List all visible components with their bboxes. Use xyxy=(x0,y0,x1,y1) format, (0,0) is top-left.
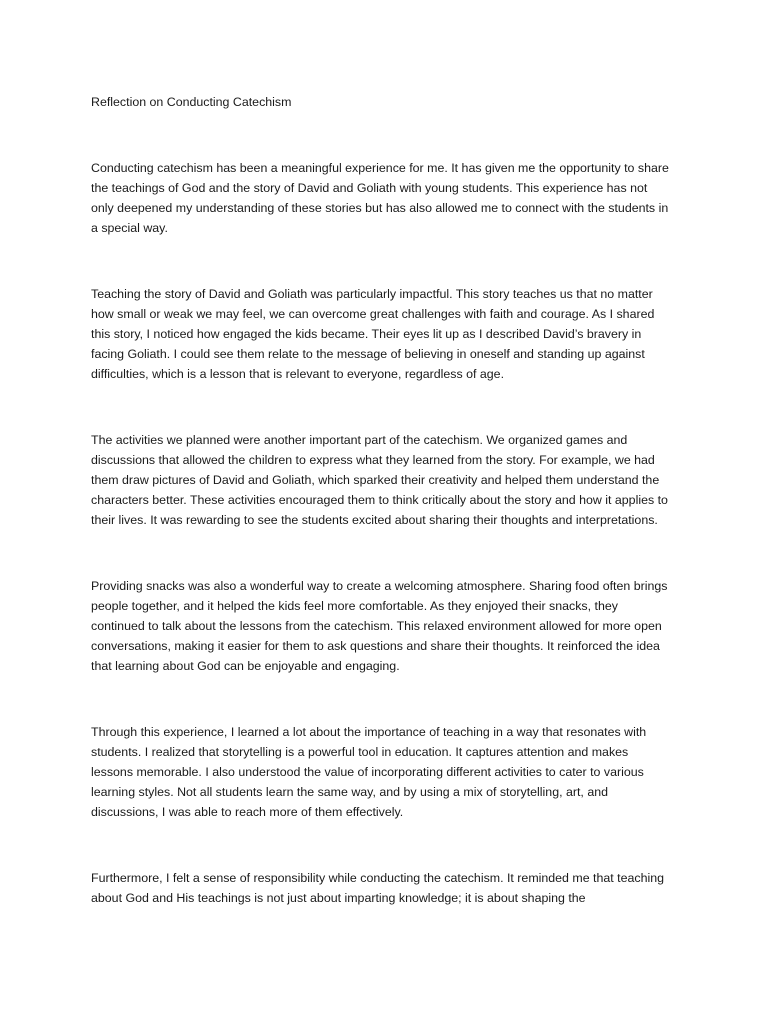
paragraph-lessons-learned: Through this experience, I learned a lot about the importance of teaching in a way that resonates with students. I realized that storytelling is a powerful tool in education. It captures attention and makes lessons memorable. I also understood the value of incorporating different activities to cater to various learning styles. Not all students learn the same way, and by using a mix of storytelling, art, and discussions, I was able to reach more of them effectively. xyxy=(91,725,647,819)
paragraph-intro: Conducting catechism has been a meaningful experience for me. It has given me the opportunity to share the teachings of God and the story of David and Goliath with young students. This experience has not only deepened my understanding of these stories but has also allowed me to connect with the students in a special way. xyxy=(91,161,669,235)
document-title: Reflection on Conducting Catechism xyxy=(91,95,292,109)
paragraph-activities: The activities we planned were another important part of the catechism. We organized games and discussions that allowed the children to express what they learned from the story. For example, we had them draw pictures of David and Goliath, which sparked their creativity and helped them understand the characters better. These activities encouraged them to think critically about the story and how it applies to their lives. It was rewarding to see the students excited about sharing their thoughts and interpretations. xyxy=(91,433,668,527)
paragraph-responsibility: Furthermore, I felt a sense of responsibility while conducting the catechism. It reminded me that teaching about God and His teachings is not just about imparting knowledge; it is about shaping the xyxy=(91,871,665,905)
paragraph-snacks: Providing snacks was also a wonderful way to create a welcoming atmosphere. Sharing food often brings people together, and it helped the kids feel more comfortable. As they enjoyed their snacks, they continued to talk about the lessons from the catechism. This relaxed environment allowed for more open conversations, making it easier for them to ask questions and share their thoughts. It reinforced the idea that learning about God can be enjoyable and engaging. xyxy=(91,579,668,673)
document-body xyxy=(91,92,671,908)
paragraph-david-goliath: Teaching the story of David and Goliath was particularly impactful. This story teaches us that no matter how small or weak we may feel, we can overcome great challenges with faith and courage. As I shared this story, I noticed how engaged the kids became. Their eyes lit up as I described David’s bravery in facing Goliath. I could see them relate to the message of believing in oneself and standing up against difficulties, which is a lesson that is relevant to everyone, regardless of age. xyxy=(91,287,655,381)
